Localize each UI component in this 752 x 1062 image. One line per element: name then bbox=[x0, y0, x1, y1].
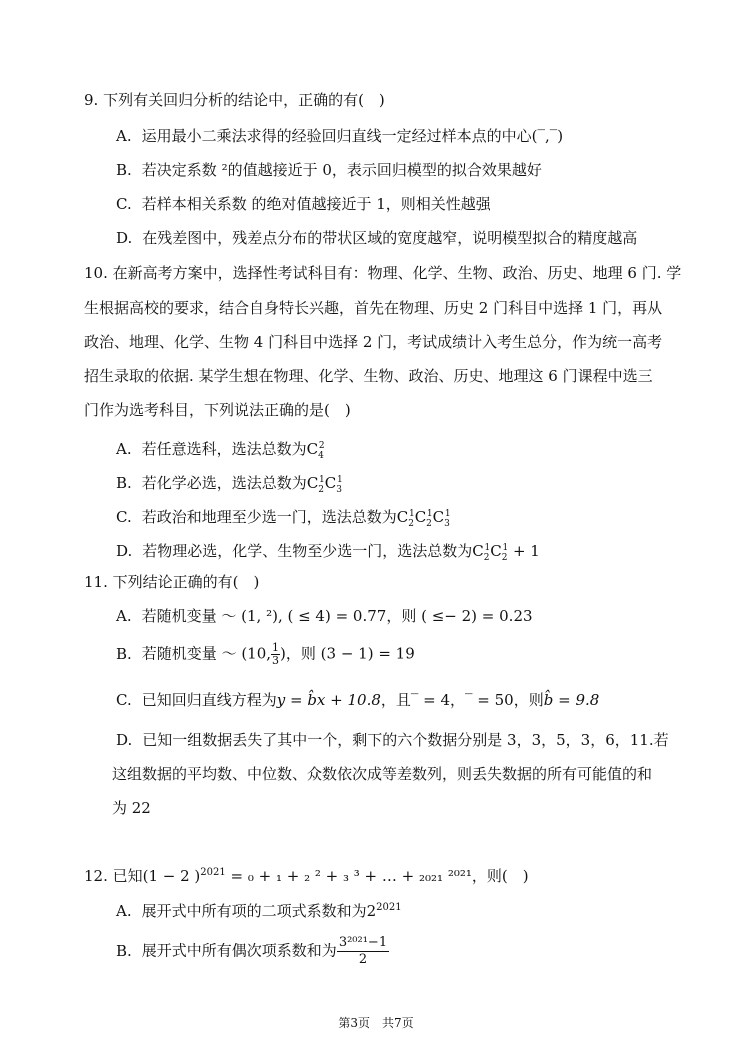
q10-option-b: B. 若化学必选，选法总数为$C_2^1C_3^1$ bbox=[116, 474, 343, 495]
q12-option-b: B. 展开式中所有偶次项系数和为 $\frac{\text{3²⁰²¹−1}}{2}$ bbox=[116, 935, 388, 967]
q11-b-fraction: $\frac{1}{3}$ bbox=[272, 641, 280, 667]
q9-option-d: D. 在残差图中，残差点分布的带状区域的宽度越窄，说明模型拟合的精度越高 bbox=[116, 229, 638, 247]
q10-option-d: D. 若物理必选，化学、生物至少选一门，选法总数为$C_2^1C_2^1 + 1$ bbox=[116, 542, 540, 563]
q9-option-b: B. 若决定系数 ²的值越接近于 0，表示回归模型的拟合效果越好 bbox=[116, 161, 542, 179]
q12-stem: 12. 已知(1 − 2 )$^{2021}$ = ₀ + ₁ + ₂ ² + ₃ ³ + … + ₂₀₂₁ ²⁰²¹，则( ) bbox=[84, 867, 529, 885]
q9-stem: 9. 下列有关回归分析的结论中，正确的有( ) bbox=[84, 91, 385, 109]
q10-stem-line-5: 门作为选考科目，下列说法正确的是( ) bbox=[84, 401, 351, 419]
q10-option-c: C. 若政治和地理至少选一门，选法总数为$C_2^1C_2^1C_3^1$ bbox=[116, 508, 451, 529]
page-footer: 第3页 共7页 bbox=[338, 1016, 414, 1030]
q11-stem: 11. 下列结论正确的有( ) bbox=[84, 573, 260, 591]
q11-option-d-line-2: 这组数据的平均数、中位数、众数依次成等差数列，则丢失数据的所有可能值的和 bbox=[112, 765, 653, 783]
q10-stem-line-4: 招生录取的依据. 某学生想在物理、化学、生物、政治、历史、地理这 6 门课程中选三 bbox=[84, 367, 653, 385]
q11-option-c: C. 已知回归直线方程为y = b̂x + 10.8，且‾ = 4，‾ = 50，则b̂ = 9.8 bbox=[116, 691, 600, 709]
q12-option-a: A. 展开式中所有项的二项式系数和为$2^{2021}$ bbox=[116, 902, 402, 920]
q10-stem-line-1: 10. 在新高考方案中，选择性考试科目有：物理、化学、生物、政治、历史、地理 6 门. 学 bbox=[84, 264, 682, 282]
q11-option-a: A. 若随机变量 ～ (1, ²), ( ≤ 4) = 0.77，则 ( ≤− 2) = 0.23 bbox=[116, 607, 533, 625]
q9-option-c: C. 若样本相关系数 的绝对值越接近于 1，则相关性越强 bbox=[116, 195, 491, 213]
q11-option-d-line-1: D. 已知一组数据丢失了其中一个，剩下的六个数据分别是 3，3，5，3，6，11.若 bbox=[116, 731, 669, 749]
q11-option-b: B. 若随机变量 ～ (10, $\frac{1}{3}$ )，则 (3 − 1) = 19 bbox=[116, 641, 415, 667]
q12-b-fraction: $\frac{\text{3²⁰²¹−1}}{2}$ bbox=[338, 935, 388, 967]
q10-stem-line-2: 生根据高校的要求，结合自身特长兴趣，首先在物理、历史 2 门科目中选择 1 门，再从 bbox=[84, 299, 663, 317]
q10-option-a: A. 若任意选科，选法总数为$C_4^2$ bbox=[116, 440, 325, 461]
q10-stem-line-3: 政治、地理、化学、生物 4 门科目中选择 2 门，考试成绩计入考生总分，作为统一高考 bbox=[84, 333, 663, 351]
q11-option-d-line-3: 为 22 bbox=[112, 799, 151, 817]
q9-option-a: A. 运用最小二乘法求得的经验回归直线一定经过样本点的中心(‾,‾) bbox=[116, 127, 564, 145]
